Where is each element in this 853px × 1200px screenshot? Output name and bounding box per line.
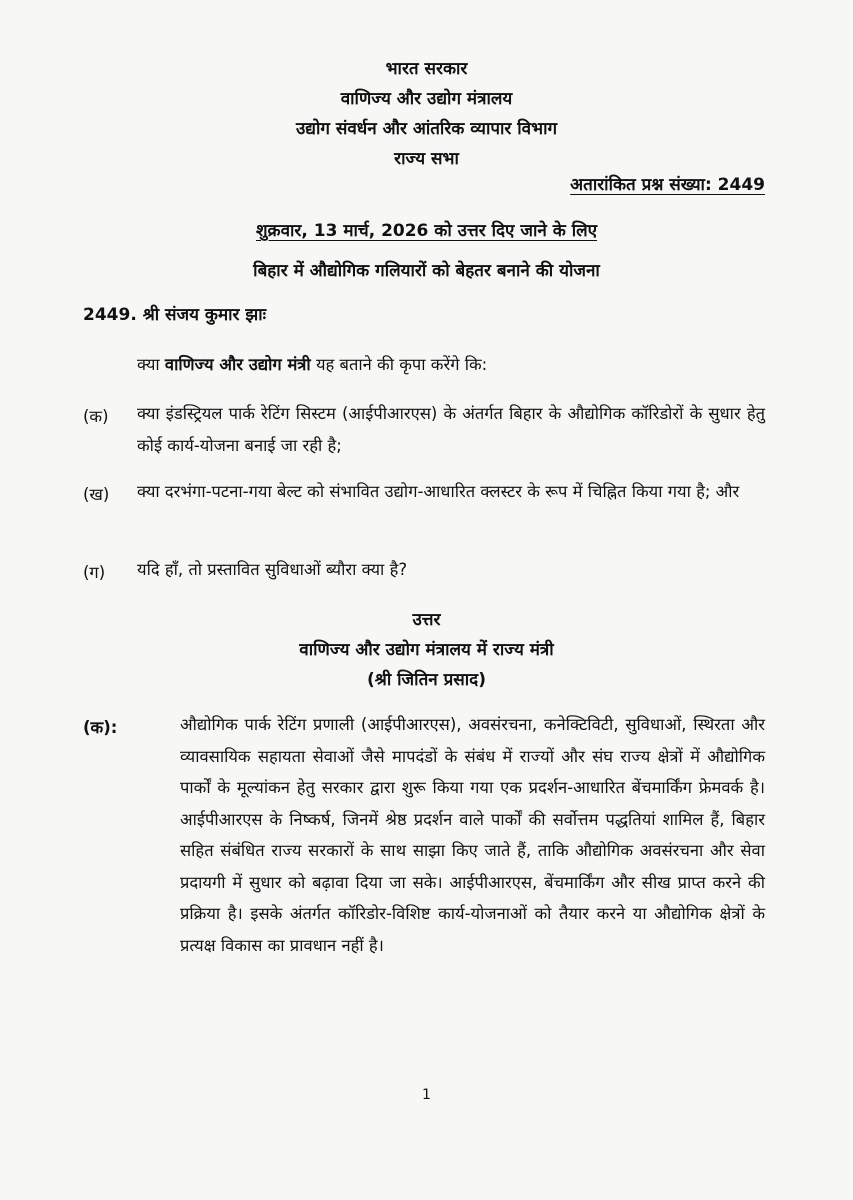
question-intro xyxy=(137,352,487,375)
header-government: भारत सरकार xyxy=(385,59,468,79)
page-number: 1 xyxy=(422,1087,431,1103)
intro-minister: वाणिज्य और उद्योग मंत्री xyxy=(164,355,311,374)
asker-name: 2449. श्री संजय कुमार झाः xyxy=(83,305,267,325)
question-part-label: (ग) xyxy=(83,563,106,582)
answer-heading: उत्तर xyxy=(412,610,441,630)
answer-label: (क): xyxy=(83,718,118,737)
question-part-label: (ख) xyxy=(83,485,110,504)
answer-text: औद्योगिक पार्क रेटिंग प्रणाली (आईपीआरएस), अवसंरचना, कनेक्टिविटी, सुविधाओं, स्थिरता और व्यावसायिक सहायता सेवाओं जैसे मापदंडों के संबंध में राज्यों और संघ राज्य क्षेत्रों में औद्योगिक पार्कों के मूल्यांकन हेतु सरकार द्वारा शुरू किया गया एक प्रदर्शन-आधारित बेंचमार्किंग फ्रेमवर्क है। आईपीआरएस के निष्कर्ष, जिनमें श्रेष्ठ प्रदर्शन वाले पार्कों की सर्वोत्तम पद्धतियां शामिल हैं, बिहार सहित संबंधित राज्य सरकारों के साथ साझा किए जाते हैं, ताकि औद्योगिक अवसंरचना और सेवा प्रदायगी में सुधार को बढ़ावा दिया जा सके। आईपीआरएस, बेंचमार्किंग और सीख प्राप्त करने की प्रक्रिया है। इसके अंतर्गत कॉरिडोर-विशिष्ट कार्य-योजनाओं को तैयार करने या औद्योगिक क्षेत्रों के प्रत्यक्ष विकास का प्रावधान नहीं है। xyxy=(180,715,765,955)
question-number: अतारांकित प्रश्न संख्या: 2449 xyxy=(570,175,765,195)
intro-prefix: क्या xyxy=(137,355,160,374)
question-part-text: यदि हाँ, तो प्रस्तावित सुविधाओं ब्यौरा क्या है? xyxy=(137,560,408,579)
header-house: राज्य सभा xyxy=(394,149,459,169)
minister-title: वाणिज्य और उद्योग मंत्रालय में राज्य मंत्री xyxy=(299,640,554,660)
header-department: उद्योग संवर्धन और आंतरिक व्यापार विभाग xyxy=(295,119,558,139)
question-part-text: क्या इंडस्ट्रियल पार्क रेटिंग सिस्टम (आईपीआरएस) के अंतर्गत बिहार के औद्योगिक कॉरिडोरों के सुधार हेतु कोई कार्य-योजना बनाई जा रही है; xyxy=(137,404,765,455)
header-ministry: वाणिज्य और उद्योग मंत्रालय xyxy=(340,89,513,109)
question-subject: बिहार में औद्योगिक गलियारों को बेहतर बनाने की योजना xyxy=(253,261,600,281)
question-part-label: (क) xyxy=(83,407,109,426)
answer-date: शुक्रवार, 13 मार्च, 2026 को उत्तर दिए जाने के लिए xyxy=(255,221,598,241)
intro-suffix: यह बताने की कृपा करेंगे कि: xyxy=(315,355,488,374)
minister-name: (श्री जितिन प्रसाद) xyxy=(367,670,486,690)
question-part-text: क्या दरभंगा-पटना-गया बेल्ट को संभावित उद्योग-आधारित क्लस्टर के रूप में चिह्नित किया गया है; और xyxy=(137,482,740,501)
